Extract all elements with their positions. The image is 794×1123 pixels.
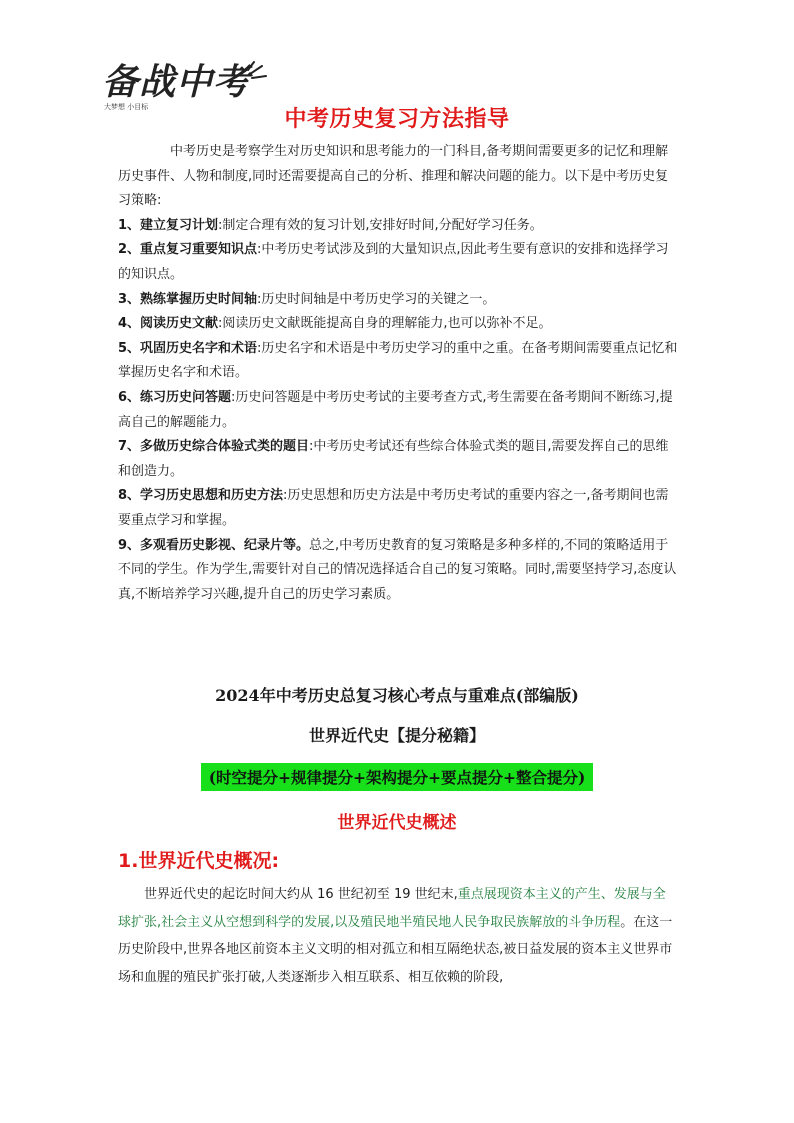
strategy-label: 8、学习历史思想和历史方法 [118, 488, 284, 504]
strategy-item [118, 238, 678, 287]
strategy-item [118, 435, 678, 484]
strategy-text: :历史问答题是中考历史考试的主要考查方式,考生需要在备考期间不断练习,提高自己的解题能力。 [118, 389, 673, 430]
strategy-text: :中考历史考试涉及到的大量知识点,因此考生要有意识的安排和选择学习的知识点。 [118, 242, 669, 282]
strategy-section [118, 140, 678, 607]
overview-text-continued: 。在这一历史阶段中,世界各地区前资本主义文明的相对孤立和相互隔绝状态,被日益发展的资本主义世界市场和血腥的殖民扩张打破,人类逐渐步入相互联系、相互依赖的阶段, [118, 914, 673, 985]
logo-text: 备战中考 [102, 61, 251, 103]
overview-heading: 世界近代史概述 [337, 813, 457, 833]
strategy-text: :制定合理有效的复习计划,安排好时间,分配好学习任务。 [218, 217, 543, 233]
strategy-text: 总之,中考历史教育的复习策略是多种多样的,不同的策略适用于不同的学生。作为学生,需要针对自己的情况选择适合自己的复习策略。同时,需要坚持学习,态度认真,不断培养学习兴趣,提升自己的历史学习素质。 [118, 537, 677, 602]
strategy-text: :历史名字和术语是中考历史学习的重中之重。在备考期间需要重点记忆和掌握历史名字和术语。 [118, 340, 678, 381]
document-title: 中考历史复习方法指导 [284, 107, 510, 132]
strategy-item [118, 386, 678, 435]
exam-subheading: 2024年中考历史总复习核心考点与重难点(部编版) [215, 686, 579, 705]
strategy-label: 1、建立复习计划 [118, 217, 219, 233]
logo-subtitle: 大梦想 小目标 [104, 103, 149, 111]
strategy-item [118, 337, 678, 386]
strategy-label: 4、阅读历史文献 [118, 316, 219, 332]
strategy-item [118, 312, 678, 337]
strategy-label: 9、多观看历史影视、纪录片等。 [118, 537, 310, 553]
overview-highlight: 重点展现资本主义的产生、发展与全球扩张,社会主义从空想到科学的发展,以及殖民地半殖民地人民争取民族解放的斗争历程 [118, 887, 666, 930]
strategy-label: 3、熟练掌握历史时间轴 [118, 291, 258, 307]
overview-paragraph [118, 881, 678, 991]
sparkle-icon [230, 60, 268, 90]
strategy-label: 2、重点复习重要知识点 [118, 242, 258, 258]
strategy-label: 5、巩固历史名字和术语 [118, 340, 258, 356]
overview-text: 世界近代史的起讫时间大约从 16 世纪初至 19 世纪末, [144, 887, 458, 902]
strategy-label: 6、练习历史问答题 [118, 389, 232, 405]
strategy-item [118, 484, 678, 533]
section-title: 1.世界近代史概况: [118, 850, 280, 872]
strategy-text: :阅读历史文献既能提高自身的理解能力,也可以弥补不足。 [218, 316, 552, 332]
highlight-banner-text: (时空提分+规律提分+架构提分+要点提分+整合提分) [201, 763, 594, 791]
strategy-text: :历史时间轴是中考历史学习的关键之一。 [257, 291, 496, 307]
strategy-item [118, 214, 678, 239]
strategy-text: :历史思想和历史方法是中考历史考试的重要内容之一,备考期间也需要重点学习和掌握。 [118, 488, 669, 528]
intro-paragraph: 中考历史是考察学生对历史知识和思考能力的一门科目,备考期间需要更多的记忆和理解历史事件、人物和制度,同时还需要提高自己的分析、推理和解决问题的能力。以下是中考历史复习策略: [118, 144, 669, 209]
strategy-text: :中考历史考试还有些综合体验式类的题目,需要发挥自己的思维和创造力。 [118, 439, 669, 479]
highlight-banner [0, 763, 794, 791]
strategy-item [118, 288, 678, 313]
section-subheading: 世界近代史【提分秘籍】 [308, 726, 485, 745]
strategy-label: 7、多做历史综合体验式类的题目 [118, 439, 310, 455]
strategy-item [118, 534, 678, 608]
